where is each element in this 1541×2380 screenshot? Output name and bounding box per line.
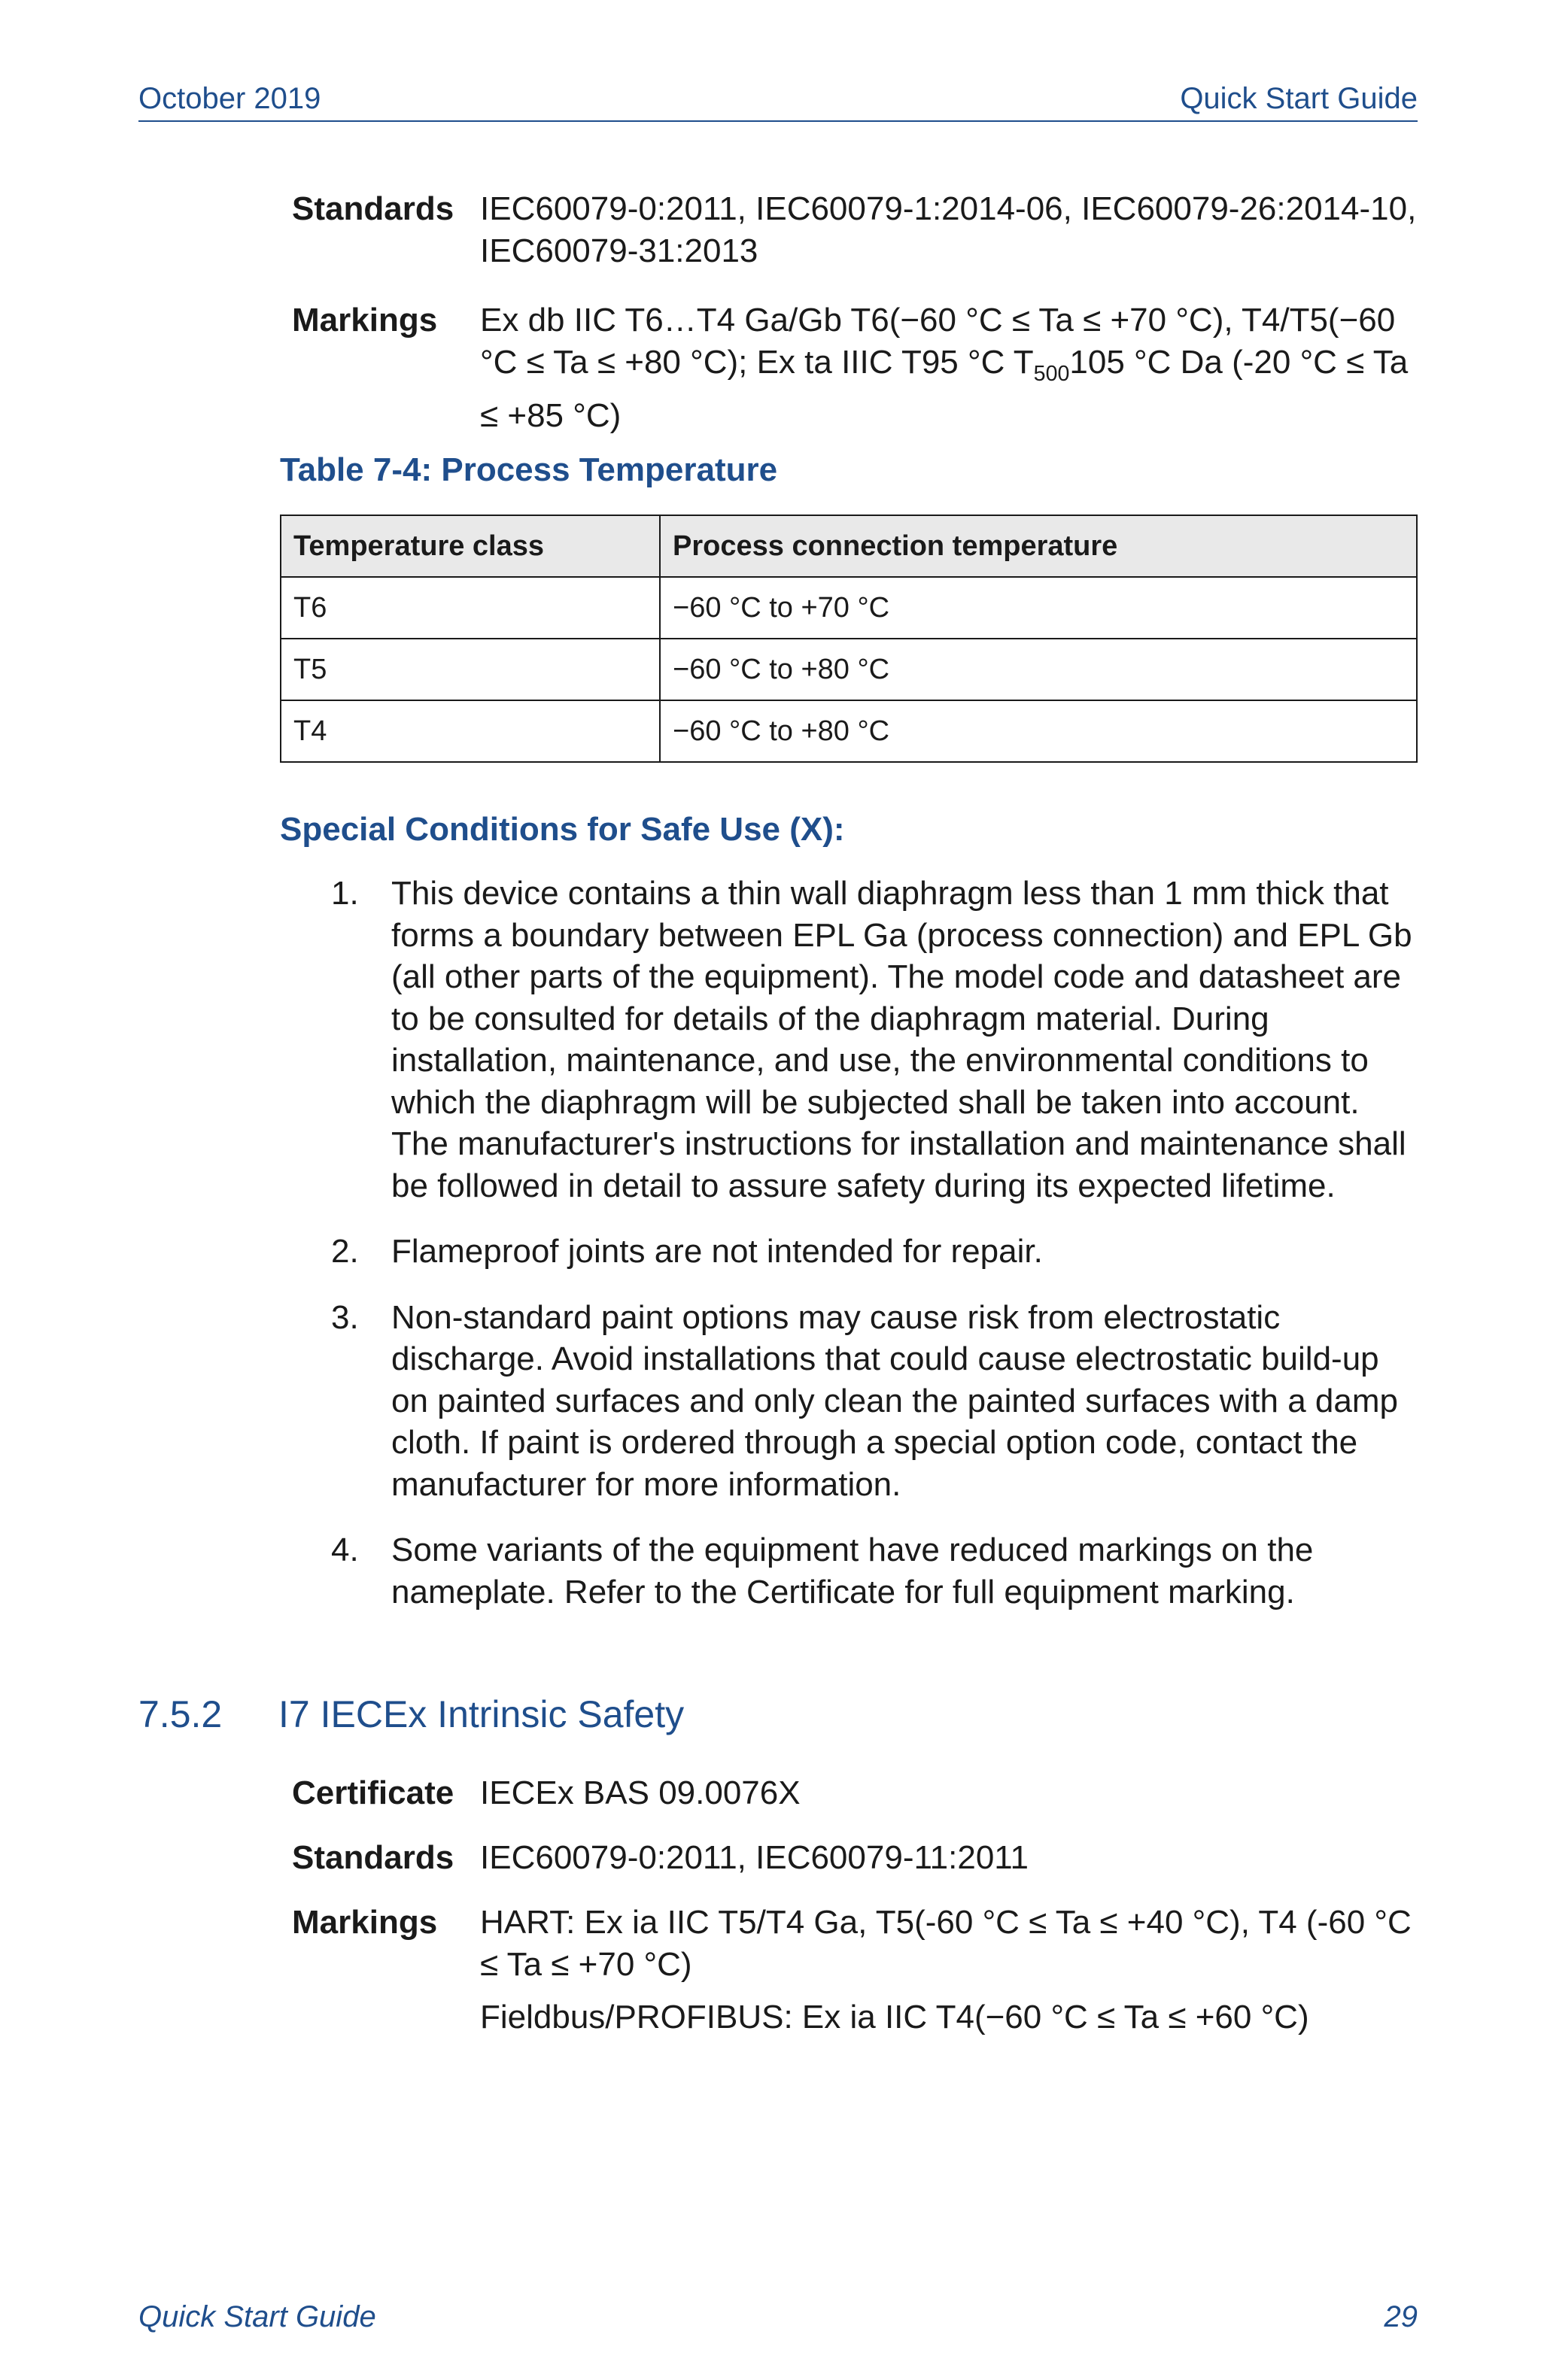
header-date: October 2019 — [138, 82, 321, 115]
markings-fieldbus: Fieldbus/PROFIBUS: Ex ia IIC T4(−60 °C ≤ Ta ≤ +60 °C) — [480, 1999, 1309, 2035]
list-text: Non-standard paint options may cause risk from electrostatic discharge. Avoid installations that could cause electrostatic build-up on painted surfaces and only clean the painted surfaces with a damp cloth. If paint is ordered through a special option code, contact the manufacturer for more information. — [391, 1298, 1398, 1503]
markings-subscript: 500 — [1033, 361, 1070, 386]
def-desc — [480, 299, 1421, 437]
list-number: 3. — [331, 1298, 359, 1336]
page-number: 29 — [1384, 2300, 1418, 2333]
def-term: Standards — [292, 190, 454, 227]
list-item — [331, 1297, 1422, 1506]
table-cell: T6 — [281, 577, 660, 639]
footer-doc-title: Quick Start Guide — [138, 2300, 376, 2333]
def-term: Standards — [292, 1839, 454, 1876]
list-item — [331, 873, 1422, 1207]
section-title: I7 IECEx Intrinsic Safety — [278, 1693, 685, 1735]
table-header-row — [281, 515, 1417, 577]
list-item — [331, 1231, 1422, 1273]
table-cell: T4 — [281, 700, 660, 762]
table-cell: −60 °C to +80 °C — [660, 700, 1417, 762]
table-row — [281, 639, 1417, 700]
def-desc — [480, 1902, 1421, 2038]
def-desc: IEC60079-0:2011, IEC60079-1:2014-06, IEC60079-26:2014-10, IEC60079-31:2013 — [480, 190, 1417, 269]
page-footer — [138, 2300, 1418, 2334]
markings-text-pre: Ex db IIC T6…T4 Ga/Gb T6(−60 °C ≤ Ta ≤ +70 °C), T4/T5(−60 °C ≤ Ta ≤ +80 °C); Ex ta IIIC T95 °C T — [480, 302, 1396, 381]
list-text: Some variants of the equipment have reduced markings on the nameplate. Refer to the Certificate for full equipment marking. — [391, 1532, 1314, 1610]
table-row — [281, 577, 1417, 639]
def-term: Markings — [292, 1904, 438, 1941]
section-heading — [138, 1692, 684, 1736]
def-desc: IEC60079-0:2011, IEC60079-11:2011 — [480, 1839, 1029, 1876]
section-number: 7.5.2 — [138, 1693, 223, 1735]
list-number: 4. — [331, 1532, 359, 1568]
table-cell: −60 °C to +80 °C — [660, 639, 1417, 700]
header-doc-title: Quick Start Guide — [1180, 82, 1418, 115]
list-number: 1. — [331, 875, 359, 912]
list-text: Flameproof joints are not intended for repair. — [391, 1233, 1043, 1270]
table-row — [281, 700, 1417, 762]
table-cell: −60 °C to +70 °C — [660, 577, 1417, 639]
table-header-cell: Temperature class — [281, 515, 660, 577]
table-cell: T5 — [281, 639, 660, 700]
def-term: Certificate — [292, 1774, 454, 1811]
list-text: This device contains a thin wall diaphragm less than 1 mm thick that forms a boundary between EPL Ga (process connection) and EPL Gb (all other parts of the equipment). The model code and datasheet are to be consulted for details of the diaphragm material. During installation, maintenance, and use, the environmental conditions to which the diaphragm will be subjected shall be taken into account. The manufacturer's instructions for installation and maintenance shall be followed in detail to assure safety during its expected lifetime. — [391, 875, 1412, 1204]
special-conditions-list — [331, 873, 1422, 1637]
table-caption: Table 7-4: Process Temperature — [280, 451, 778, 488]
def-term: Markings — [292, 302, 438, 338]
special-conditions-title: Special Conditions for Safe Use (X): — [280, 811, 845, 848]
list-number: 2. — [331, 1233, 359, 1270]
page-header — [138, 81, 1418, 122]
list-item — [331, 1529, 1422, 1613]
markings-hart: HART: Ex ia IIC T5/T4 Ga, T5(-60 °C ≤ Ta ≤ +40 °C), T4 (-60 °C ≤ Ta ≤ +70 °C) — [480, 1904, 1412, 1983]
markings-text-post: 105 °C Da (-20 °C ≤ Ta ≤ +85 °C) — [480, 344, 1409, 434]
table-header-cell: Process connection temperature — [660, 515, 1417, 577]
def-desc: IECEx BAS 09.0076X — [480, 1774, 801, 1811]
process-temperature-table — [280, 515, 1418, 763]
